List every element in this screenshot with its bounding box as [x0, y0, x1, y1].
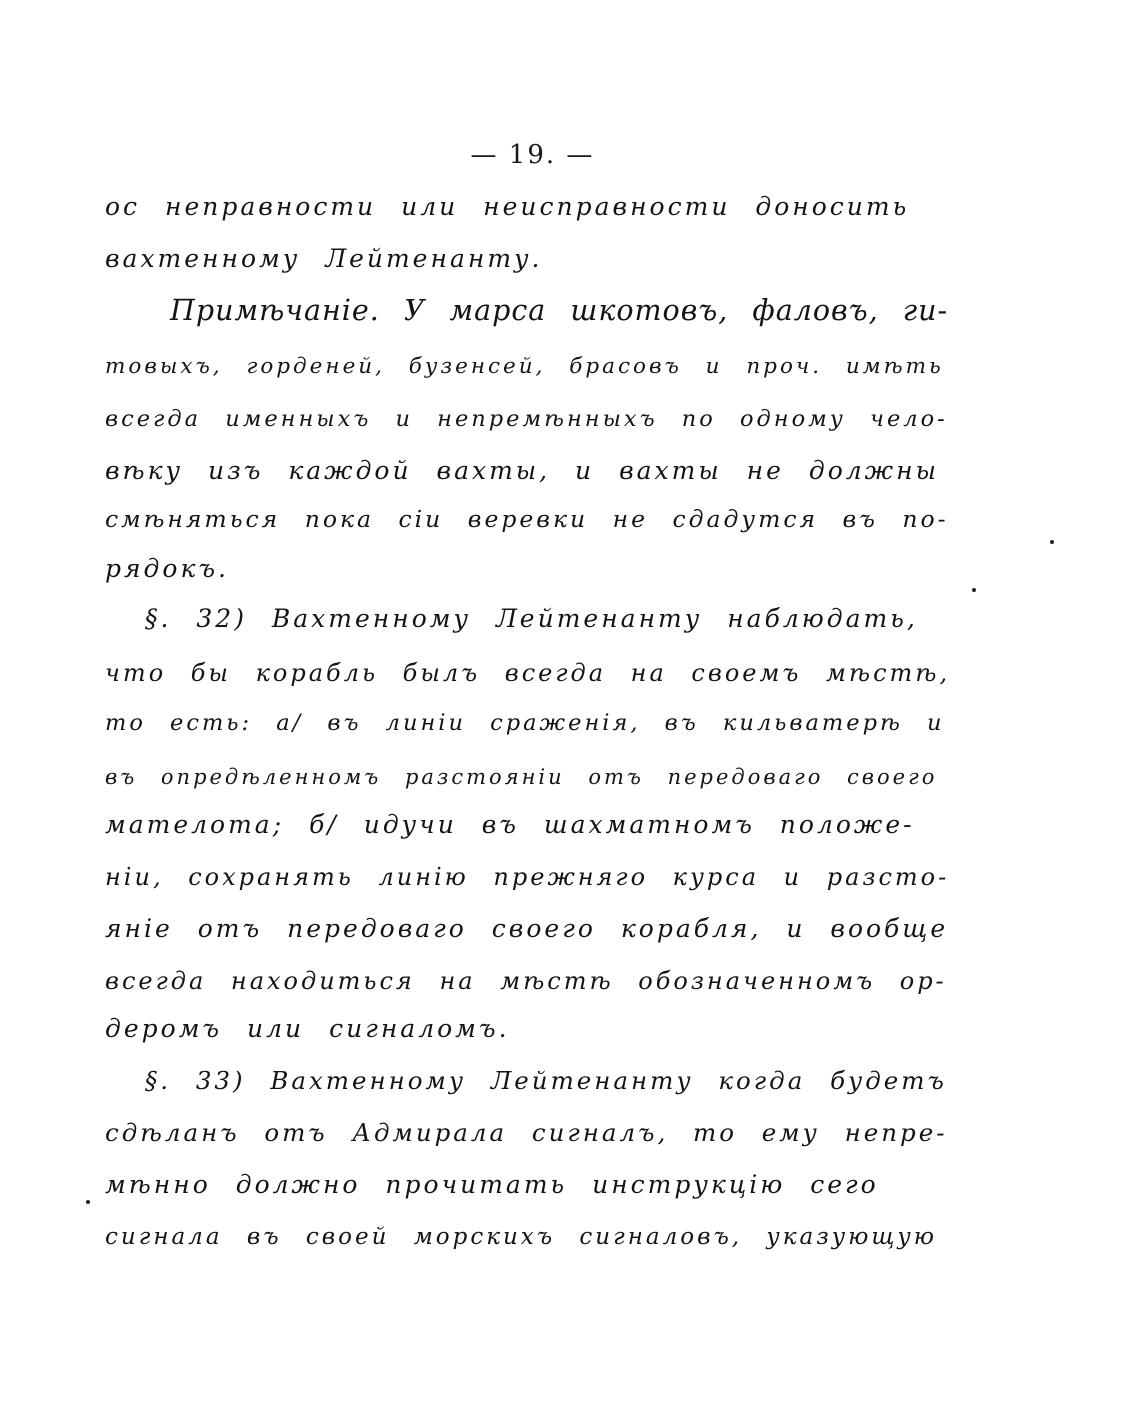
text-line: смѣняться пока сіи веревки не сдадутся въ по- — [105, 505, 949, 533]
text-line: въ опредѣленномъ разстояніи отъ передоваго своего — [105, 765, 938, 789]
section-33-heading: §. 33) Вахтенному Лейтенанту когда будетъ — [145, 1066, 947, 1095]
note-heading-line — [170, 286, 948, 336]
text-line: всегда находиться на мѣстѣ обозначенномъ ор- — [105, 967, 947, 995]
text-line: ос неправности или неисправности доносить — [105, 192, 910, 221]
ink-speck — [972, 588, 976, 592]
text-line: то есть: а/ въ линіи сраженія, въ кильватерѣ и — [105, 710, 945, 736]
page-number: — 19. — — [470, 140, 595, 170]
text-line: всегда именныхъ и непремѣнныхъ по одному чело- — [105, 406, 948, 432]
text-line: сдѣланъ отъ Адмирала сигналъ, то ему непре- — [105, 1118, 948, 1147]
text-line: мѣнно должно прочитать инструкцію сего — [105, 1170, 879, 1199]
ink-speck — [86, 1200, 90, 1204]
text-line: вѣку изъ каждой вахты, и вахты не должны — [105, 456, 939, 485]
text-line: ніи, сохранять линію прежняго курса и разсто- — [105, 863, 950, 891]
ink-speck — [1050, 540, 1054, 544]
text-line: деромъ или сигналомъ. — [105, 1014, 510, 1043]
text-line: вахтенному Лейтенанту. — [105, 244, 543, 273]
section-32-heading: §. 32) Вахтенному Лейтенанту наблюдать, — [145, 604, 918, 633]
text-line: что бы корабль былъ всегда на своемъ мѣстѣ, — [105, 659, 951, 687]
text-line: сигнала въ своей морскихъ сигналовъ, указующую — [105, 1224, 937, 1250]
text-line: товыхъ, горденей, бузенсей, брасовъ и проч. имѣть — [105, 354, 944, 379]
text-line: мателота; б/ идучи въ шахматномъ положе- — [105, 810, 915, 839]
text-line: Примѣчаніе. У марса шкотовъ, фаловъ, ги- — [170, 294, 949, 327]
text-line: яніе отъ передоваго своего корабля, и вообще — [105, 914, 949, 943]
text-line: рядокъ. — [105, 554, 229, 583]
